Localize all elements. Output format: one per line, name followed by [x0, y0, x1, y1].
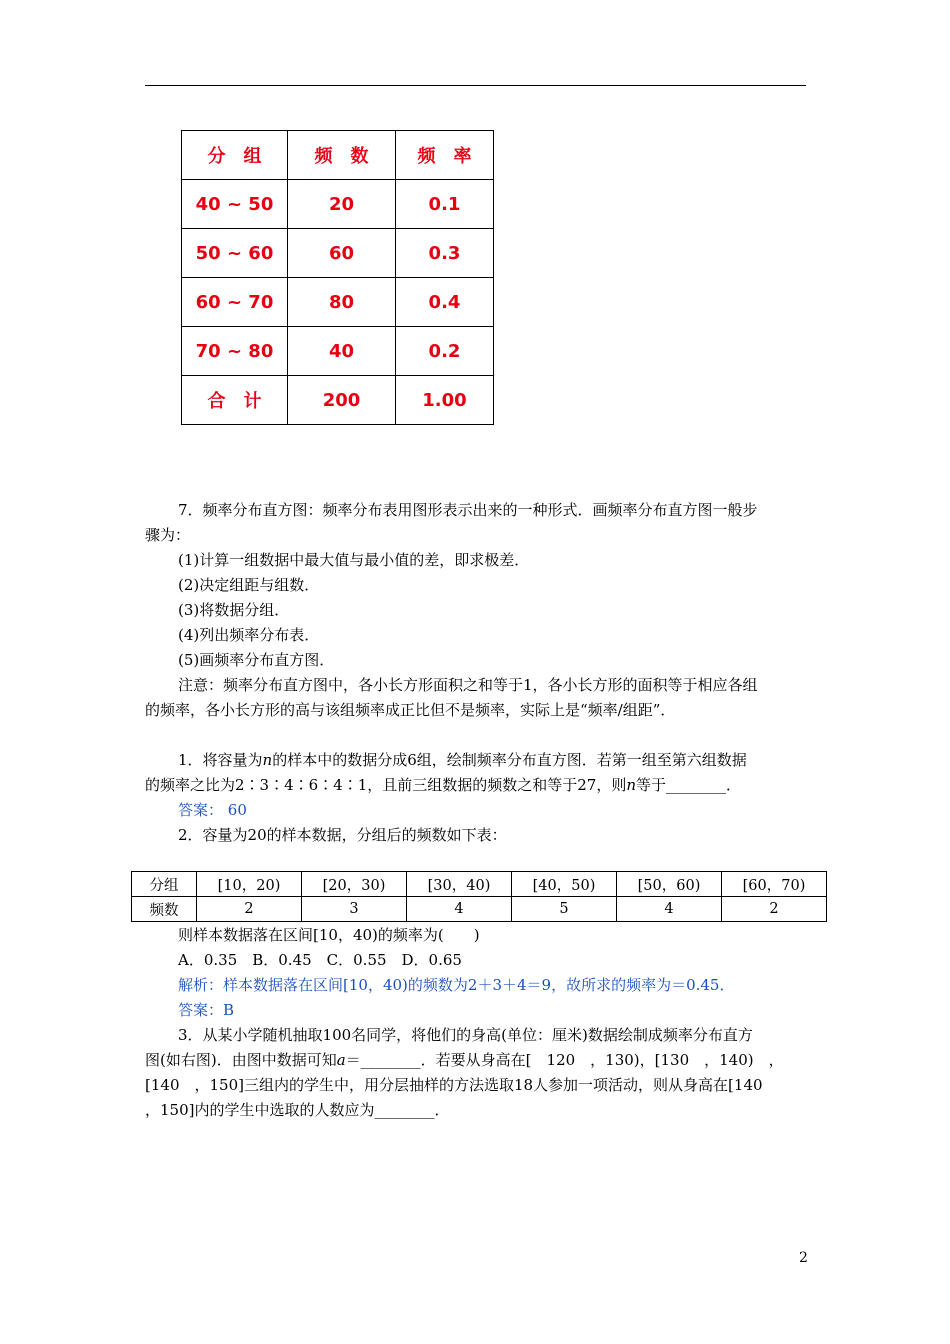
group-cell: [50，60) [617, 872, 722, 897]
step-item: (3)将数据分组． [178, 601, 290, 619]
answer-label: 答案： [178, 1001, 224, 1019]
table-cell: 60 ~ 70 [182, 278, 288, 327]
section7-line2: 骤为： [145, 526, 191, 544]
group-cell: [20，30) [302, 872, 407, 897]
q1-text: 的频率之比为2∶3∶4∶6∶4∶1，且前三组数据的频数之和等于27，则 [145, 776, 627, 794]
row-label: 频数 [132, 897, 197, 922]
section7-line1: 7．频率分布直方图：频率分布表用图形表示出来的一种形式．画频率分布直方图一般步 [178, 501, 758, 519]
table-cell: 40 [288, 327, 396, 376]
step-item: (1)计算一组数据中最大值与最小值的差，即求极差． [178, 551, 530, 569]
table-cell: 合 计 [182, 376, 288, 425]
step-item: (4)列出频率分布表． [178, 626, 320, 644]
answer-value: 60 [227, 801, 247, 819]
table-cell: 20 [288, 180, 396, 229]
q3-line1: 3．从某小学随机抽取100名同学，将他们的身高(单位：厘米)数据绘制成频率分布直方 [178, 1026, 753, 1044]
table-cell: 80 [288, 278, 396, 327]
group-cell: [60，70) [722, 872, 827, 897]
q1-answer [178, 800, 247, 820]
sample-frequency-table [131, 871, 827, 922]
analysis-text: 样本数据落在区间[10，40)的频数为2＋3＋4＝9，故所求的频率为＝0.45． [223, 976, 735, 994]
table-row [182, 327, 494, 376]
group-cell: [40，50) [512, 872, 617, 897]
step-item: (2)决定组距与组数． [178, 576, 320, 594]
table-row [182, 278, 494, 327]
note-line1: 注意：频率分布直方图中，各小长方形面积之和等于1，各小长方形的面积等于相应各组 [178, 676, 758, 694]
q1-line2 [145, 775, 741, 795]
page-number: 2 [799, 1250, 808, 1266]
count-cell: 5 [512, 897, 617, 922]
q2-answer [178, 1000, 234, 1020]
variable-n: n [626, 776, 637, 794]
header-rule [145, 85, 806, 86]
count-cell: 4 [407, 897, 512, 922]
table-cell: 0.1 [396, 180, 494, 229]
analysis-label: 解析： [178, 976, 224, 994]
table-cell: 60 [288, 229, 396, 278]
header-cell: 分 组 [182, 131, 288, 180]
answer-label: 答案： [178, 801, 224, 819]
table-cell: 0.2 [396, 327, 494, 376]
count-cell: 3 [302, 897, 407, 922]
q2-question: 则样本数据落在区间[10，40)的频率为( ) [178, 926, 480, 944]
header-cell: 频 率 [396, 131, 494, 180]
table-cell: 70 ~ 80 [182, 327, 288, 376]
q3-line4: ，150]内的学生中选取的人数应为________． [145, 1101, 450, 1119]
answer-value: B [223, 1001, 235, 1019]
row-label: 分组 [132, 872, 197, 897]
table-row [182, 180, 494, 229]
q1-line1 [178, 750, 747, 770]
q3-line2 [145, 1050, 784, 1070]
variable-n: n [262, 751, 273, 769]
q3-text: 图(如右图)．由图中数据可知 [145, 1051, 337, 1069]
q2-options: A．0.35 B．0.45 C．0.55 D．0.65 [178, 951, 462, 969]
table-row [132, 897, 827, 922]
table-cell: 0.3 [396, 229, 494, 278]
table-row [182, 229, 494, 278]
q2-intro: 2．容量为20的样本数据，分组后的频数如下表： [178, 826, 507, 844]
group-cell: [10，20) [197, 872, 302, 897]
table-cell: 40 ~ 50 [182, 180, 288, 229]
group-cell: [30，40) [407, 872, 512, 897]
frequency-summary-table [181, 130, 494, 425]
table-row [182, 376, 494, 425]
count-cell: 2 [722, 897, 827, 922]
q3-line3: [140 ，150]三组内的学生中，用分层抽样的方法选取18人参加一项活动，则从身高在[140 [145, 1076, 763, 1094]
count-cell: 2 [197, 897, 302, 922]
table-row [132, 872, 827, 897]
q1-text: 的样本中的数据分成6组，绘制频率分布直方图．若第一组至第六组数据 [272, 751, 747, 769]
note-line2: 的频率，各小长方形的高与该组频率成正比但不是频率，实际上是“频率/组距”． [145, 701, 676, 719]
table-header-row [182, 131, 494, 180]
table-cell: 1.00 [396, 376, 494, 425]
q1-text: 1．将容量为 [178, 751, 263, 769]
variable-a: a [336, 1051, 346, 1069]
table-cell: 0.4 [396, 278, 494, 327]
count-cell: 4 [617, 897, 722, 922]
q1-text: 等于________． [636, 776, 742, 794]
q3-text: ＝________．若要从身高在[ 120 ，130)，[130 ，140) ， [345, 1051, 784, 1069]
table-cell: 200 [288, 376, 396, 425]
table-cell: 50 ~ 60 [182, 229, 288, 278]
q2-analysis [178, 975, 734, 995]
header-cell: 频 数 [288, 131, 396, 180]
step-item: (5)画频率分布直方图． [178, 651, 335, 669]
